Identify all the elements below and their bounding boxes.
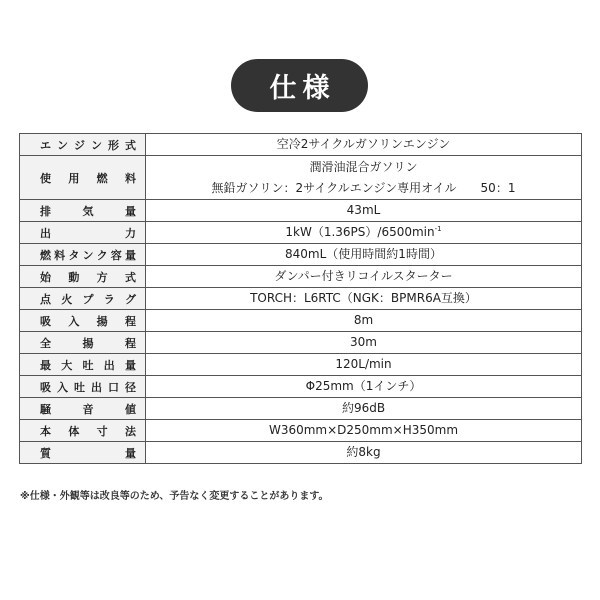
spec-label-char: プ [82, 292, 94, 306]
spec-label-char: 吸 [40, 314, 51, 328]
spec-value [146, 200, 581, 221]
spec-label-char: 体 [68, 424, 80, 438]
spec-value [146, 442, 581, 463]
spec-table [19, 133, 582, 464]
spec-label-char: 容 [110, 248, 122, 262]
spec-value [146, 157, 581, 178]
spec-label-cell [20, 222, 146, 244]
spec-value [146, 266, 581, 287]
spec-label-char: 式 [124, 270, 136, 284]
spec-value [146, 244, 581, 265]
spec-value [146, 398, 581, 419]
spec-value-superscript: -1 [434, 225, 442, 233]
spec-row [20, 332, 582, 354]
spec-value-text: Φ25mm（1インチ） [305, 379, 422, 393]
spec-label-char: 値 [125, 402, 136, 416]
spec-label-char: 燃 [96, 171, 108, 185]
spec-label-char: 口 [108, 380, 119, 394]
spec-value [146, 376, 581, 397]
spec-row [20, 266, 582, 288]
spec-value-text: 30m [350, 335, 377, 349]
spec-label [20, 247, 145, 263]
spec-label-char: ジ [74, 138, 85, 152]
spec-label [20, 269, 145, 285]
spec-value-text: 無鉛ガソリン：2サイクルエンジン専用オイル 50：1 [211, 180, 516, 195]
spec-label-cell [20, 156, 146, 200]
spec-row [20, 310, 582, 332]
spec-label-char: 大 [61, 358, 73, 372]
spec-row [20, 442, 582, 464]
spec-value-cell [146, 288, 582, 310]
spec-value [146, 288, 581, 309]
spec-label-cell [20, 376, 146, 398]
spec-value-text: 8m [353, 313, 374, 327]
page-title: 仕様 [269, 73, 336, 104]
spec-label-char: 燃 [40, 248, 51, 262]
spec-label-char: 量 [125, 446, 136, 460]
spec-label-char: 式 [125, 138, 136, 152]
spec-value-cell [146, 244, 582, 266]
spec-label-cell [20, 398, 146, 420]
spec-label-char: グ [125, 292, 136, 306]
spec-value [146, 310, 581, 331]
spec-label-char: 入 [57, 380, 68, 394]
spec-label-char: 料 [54, 248, 66, 262]
spec-label [20, 137, 145, 153]
spec-value-cell [146, 134, 582, 156]
spec-label-char: 騒 [40, 402, 51, 416]
spec-label-char: 使 [40, 171, 51, 185]
spec-label-char: 本 [40, 424, 51, 438]
spec-value-cell [146, 398, 582, 420]
spec-value-text: ダンパー付きリコイルスターター [274, 269, 453, 283]
spec-value-text: 空冷2サイクルガソリンエンジン [276, 137, 451, 151]
spec-label-char: 音 [82, 402, 94, 416]
spec-label-cell [20, 354, 146, 376]
spec-label-cell [20, 266, 146, 288]
spec-value-cell [146, 420, 582, 442]
spec-label-char: 力 [125, 226, 136, 240]
spec-label-char: 吐 [82, 358, 94, 372]
spec-label-char: 入 [68, 314, 80, 328]
spec-value-cell [146, 376, 582, 398]
spec-label-char: 揚 [96, 314, 108, 328]
spec-label-cell [20, 420, 146, 442]
spec-value-cell [146, 156, 582, 200]
spec-value [146, 178, 581, 199]
spec-value-cell [146, 354, 582, 376]
spec-value-text: 約96dB [341, 401, 386, 415]
spec-label-char: 吐 [74, 380, 85, 394]
spec-value-text: 1kW（1.36PS）/6500min [285, 225, 435, 239]
spec-value-text: 約8kg [346, 445, 381, 459]
spec-value-cell [146, 442, 582, 464]
spec-label [20, 170, 145, 186]
spec-label [20, 357, 145, 373]
spec-label-char: 出 [91, 380, 102, 394]
spec-label-char: 方 [96, 270, 108, 284]
spec-label-char: 形 [108, 138, 119, 152]
spec-row [20, 244, 582, 266]
spec-label-char: 量 [125, 358, 136, 372]
spec-value-cell [146, 200, 582, 222]
spec-label-char: 始 [40, 270, 51, 284]
spec-label-char: ク [96, 248, 108, 262]
spec-value-text: 43mL [346, 203, 381, 217]
spec-label [20, 313, 145, 329]
disclaimer-note: ※仕様・外観等は改良等のため、予告なく変更することがあります。 [20, 491, 329, 502]
spec-label-cell [20, 332, 146, 354]
spec-label-char: 法 [124, 424, 136, 438]
spec-label-char: 点 [40, 292, 51, 306]
spec-label-char: 吸 [40, 380, 51, 394]
spec-label-char: 全 [40, 336, 51, 350]
spec-label [20, 203, 145, 219]
spec-value [146, 222, 581, 243]
spec-label-char: ン [91, 138, 102, 152]
spec-label-char: 動 [68, 270, 80, 284]
spec-label-char: 料 [124, 171, 136, 185]
spec-label [20, 379, 145, 395]
spec-label-char: 揚 [82, 336, 94, 350]
spec-label [20, 445, 145, 461]
spec-label [20, 225, 145, 241]
spec-label-char: ラ [103, 292, 115, 306]
spec-label [20, 423, 145, 439]
spec-label-cell [20, 200, 146, 222]
spec-value-cell [146, 310, 582, 332]
spec-value [146, 134, 581, 155]
spec-value-cell [146, 332, 582, 354]
spec-label-cell [20, 310, 146, 332]
spec-row [20, 398, 582, 420]
spec-label-char: 量 [125, 204, 136, 218]
spec-row [20, 156, 582, 200]
spec-label [20, 335, 145, 351]
spec-row [20, 134, 582, 156]
spec-label-char: 用 [68, 171, 80, 185]
spec-label-char: 程 [124, 314, 136, 328]
spec-label-char: 排 [40, 204, 51, 218]
spec-label-char: 出 [40, 226, 51, 240]
spec-value [146, 420, 581, 441]
spec-label [20, 401, 145, 417]
spec-label-char: 径 [125, 380, 136, 394]
spec-row [20, 420, 582, 442]
spec-value-cell [146, 266, 582, 288]
spec-value-text: 840mL（使用時間約1時間） [285, 247, 442, 261]
spec-row [20, 288, 582, 310]
spec-label-cell [20, 134, 146, 156]
spec-label-char: 出 [103, 358, 115, 372]
spec-row [20, 354, 582, 376]
spec-row [20, 376, 582, 398]
spec-label [20, 291, 145, 307]
spec-label-char: 寸 [96, 424, 108, 438]
spec-value-text: TORCH：L6RTC（NGK：BPMR6A互換） [250, 291, 477, 305]
spec-label-char: 火 [61, 292, 73, 306]
spec-label-char: 最 [40, 358, 51, 372]
spec-label-cell [20, 442, 146, 464]
spec-label-char: タ [68, 248, 80, 262]
spec-label-char: ン [57, 138, 68, 152]
spec-value [146, 354, 581, 375]
spec-label-char: 気 [82, 204, 94, 218]
spec-label-char: ン [82, 248, 94, 262]
spec-label-cell [20, 288, 146, 310]
spec-value-text: W360mm×D250mm×H350mm [268, 423, 459, 437]
title-badge [231, 59, 368, 112]
spec-value-text: 120L/min [335, 357, 392, 371]
spec-value [146, 332, 581, 353]
spec-label-char: エ [40, 138, 51, 152]
spec-label-cell [20, 244, 146, 266]
spec-label-char: 程 [125, 336, 136, 350]
spec-row [20, 200, 582, 222]
spec-label-char: 質 [40, 446, 51, 460]
spec-value-cell [146, 222, 582, 244]
spec-label-char: 量 [124, 248, 136, 262]
spec-row [20, 222, 582, 244]
spec-value-text: 潤滑油混合ガソリン [309, 159, 418, 174]
